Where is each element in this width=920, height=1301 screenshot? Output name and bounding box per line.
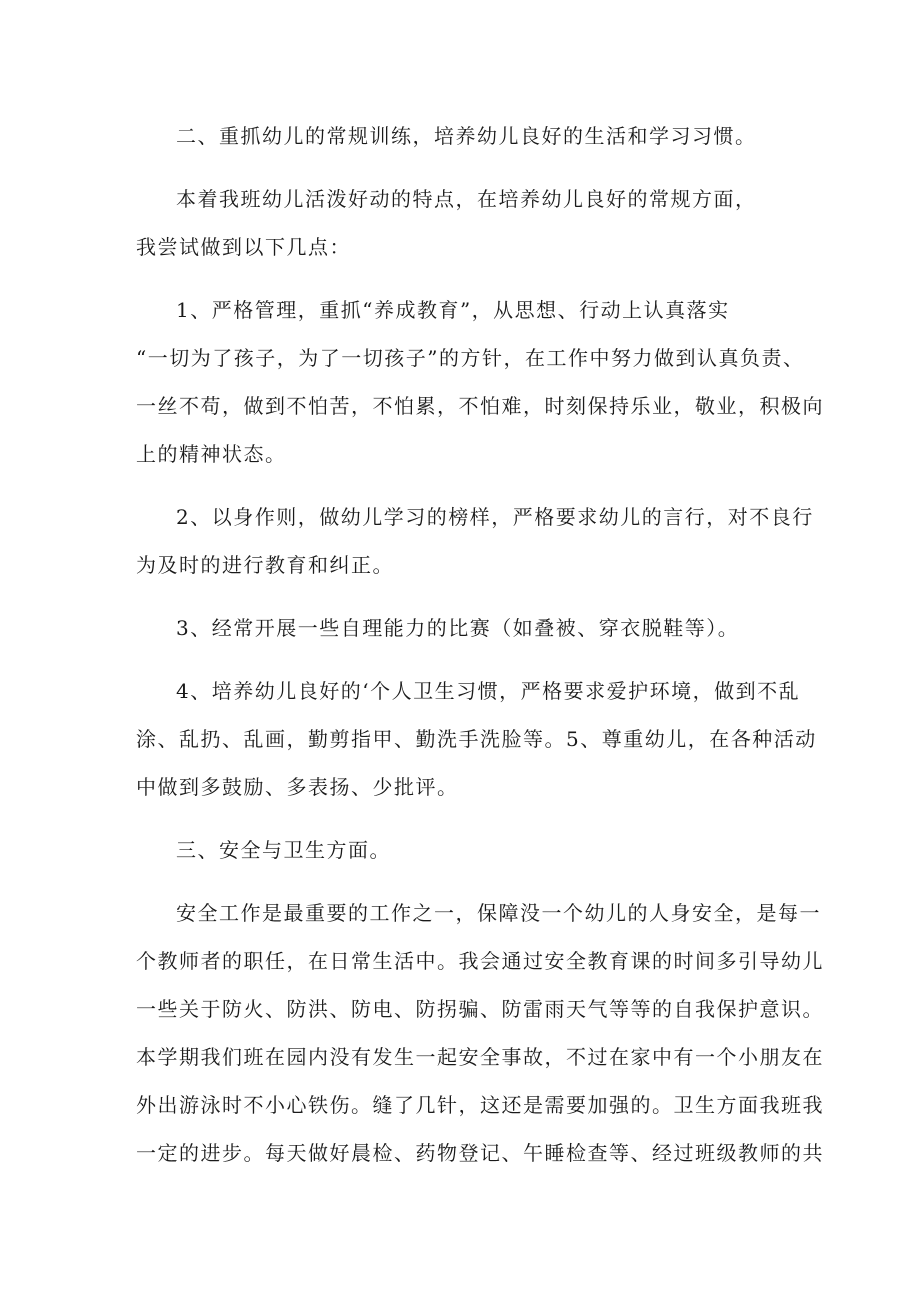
text-line: 外出游泳时不小心铁伤。缝了几针，这还是需要加强的。卫生方面我班我 (136, 1093, 824, 1117)
text-line: 中做到多鼓励、多表扬、少批评。 (136, 775, 459, 799)
text-line: 3、经常开展一些自理能力的比赛（如叠被、穿衣脱鞋等）。 (176, 616, 740, 640)
text-line: 为及时的进行教育和纠正。 (136, 553, 394, 577)
text-line: 一些关于防火、防洪、防电、防拐骗、防雷雨天气等等的自我保护意识。 (136, 997, 824, 1021)
text-line: 二、重抓幼儿的常规训练，培养幼儿良好的生活和学习习惯。 (176, 124, 757, 148)
text-line: 1、严格管理，重抓“养成教育”，从思想、行动上认真落实 (176, 298, 730, 322)
text-line: 4、培养幼儿良好的‘个人卫生习惯，严格要求爱护环境，做到不乱 (176, 679, 801, 703)
text-line: 上的精神状态。 (136, 442, 287, 466)
text-line: 本学期我们班在园内没有发生一起安全事故，不过在家中有一个小朋友在 (136, 1045, 824, 1069)
text-line: 我尝试做到以下几点： (136, 235, 351, 259)
text-line: “一切为了孩子，为了一切孩子”的方针，在工作中努力做到认真负责、 (136, 346, 805, 370)
text-line: 一丝不苟，做到不怕苦，不怕累，不怕难，时刻保持乐业，敬业，积极向 (136, 394, 824, 418)
text-line: 个教师者的职任，在日常生活中。我会通过安全教育课的时间多引导幼儿 (136, 949, 824, 973)
text-line: 2、以身作则，做幼儿学习的榜样，严格要求幼儿的言行，对不良行 (176, 505, 814, 529)
text-line: 本着我班幼儿活泼好动的特点，在培养幼儿良好的常规方面， (176, 187, 757, 211)
text-line: 三、安全与卫生方面。 (176, 838, 391, 862)
text-line: 涂、乱扔、乱画，勤剪指甲、勤洗手洗脸等。5、尊重幼儿，在各种活动 (136, 727, 817, 751)
text-line: 安全工作是最重要的工作之一，保障没一个幼儿的人身安全，是每一 (176, 901, 821, 925)
text-line: 一定的进步。每天做好晨检、药物登记、午睡检查等、经过班级教师的共 (136, 1141, 824, 1165)
